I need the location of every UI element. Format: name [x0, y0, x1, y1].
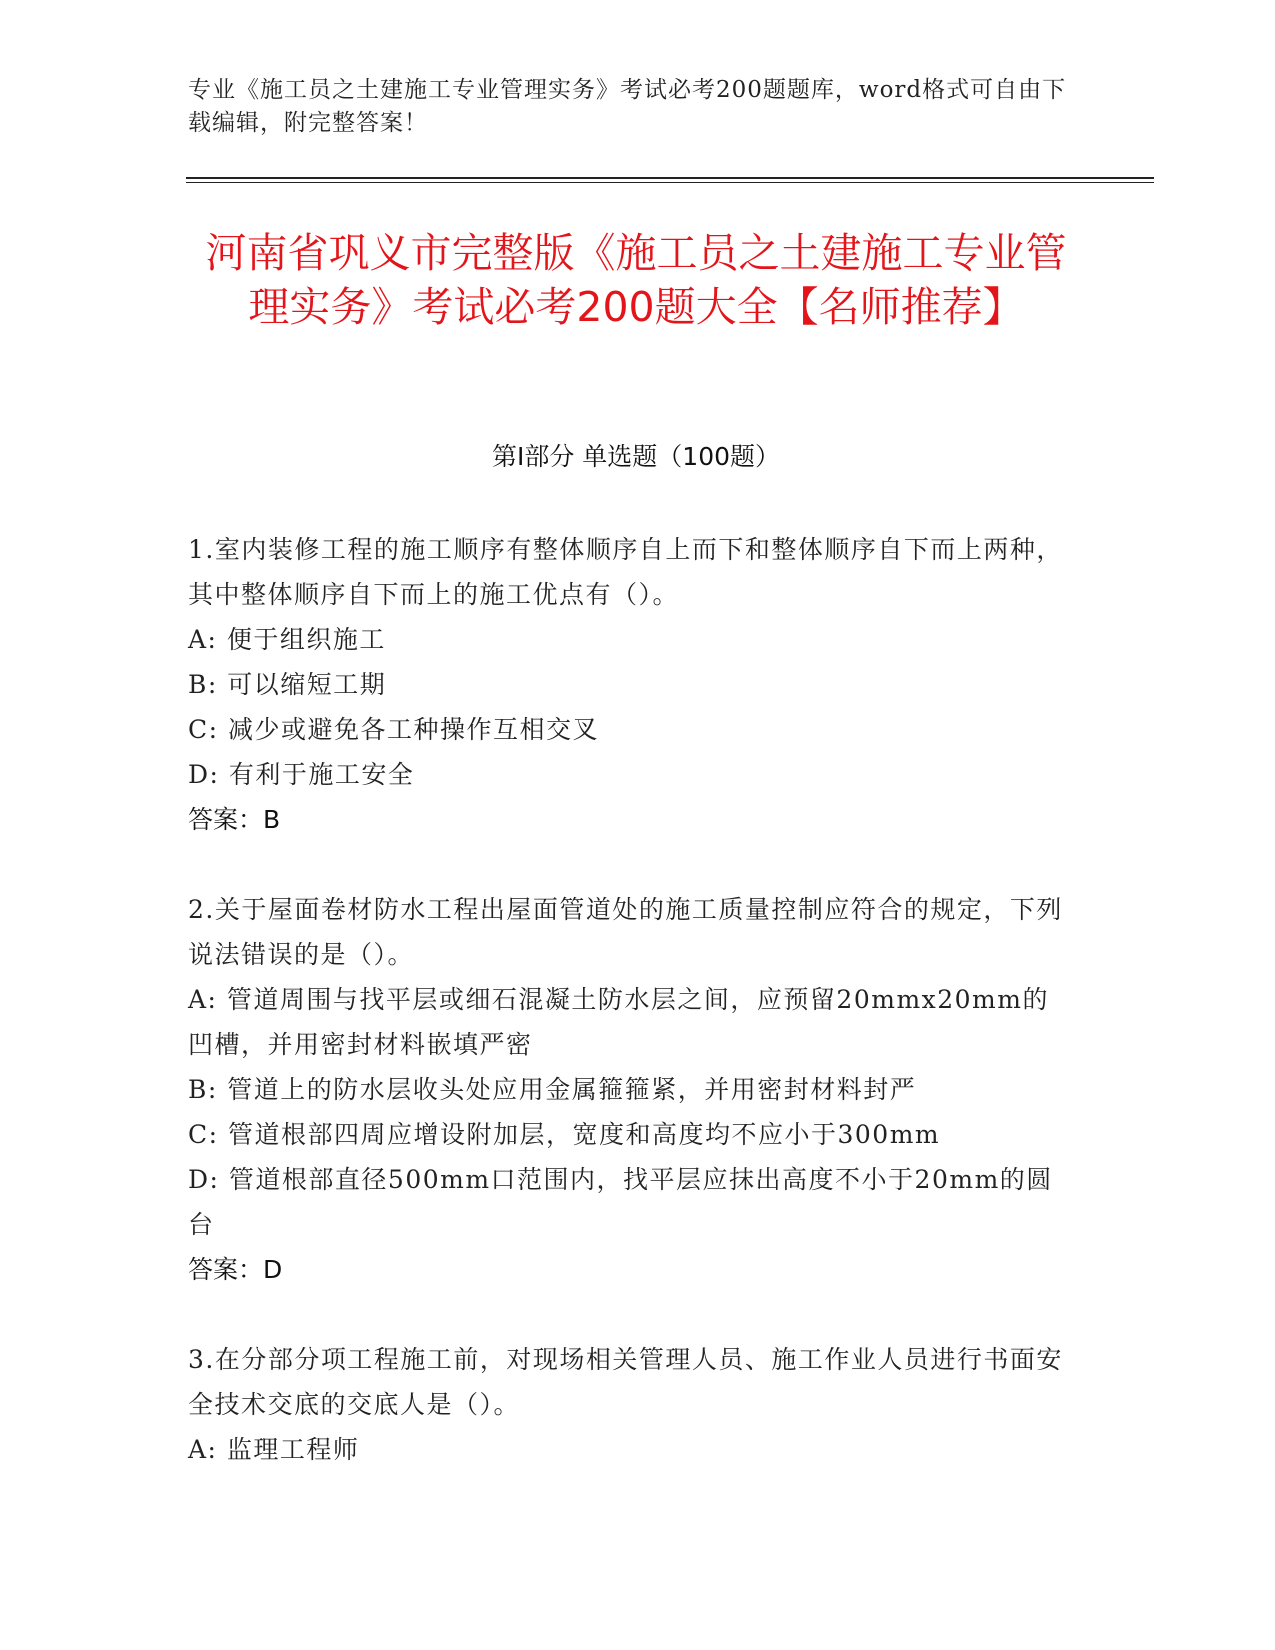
question-1	[188, 527, 1068, 842]
header-note: 专业《施工员之土建施工专业管理实务》考试必考200题题库，word格式可自由下载编辑，附完整答案！	[188, 77, 1067, 136]
document-title: 河南省巩义市完整版《施工员之土建施工专业管理实务》考试必考200题大全【名师推荐】	[205, 229, 1067, 331]
option-c: C: 管道根部四周应增设附加层，宽度和高度均不应小于300mm	[188, 1120, 941, 1149]
option-a: A: 便于组织施工	[188, 625, 386, 654]
option-d: D: 管道根部直径500mm口范围内，找平层应抹出高度不小于20mm的圆台	[188, 1165, 1053, 1239]
header-rule-thin	[186, 182, 1154, 183]
option-a: A: 监理工程师	[188, 1435, 360, 1464]
answer: 答案：B	[188, 805, 281, 834]
option-a: A: 管道周围与找平层或细石混凝土防水层之间，应预留20mmx20mm的凹槽，并用密封材料嵌填严密	[188, 985, 1049, 1059]
question-text: 1.室内装修工程的施工顺序有整体顺序自上而下和整体顺序自下而上两种，其中整体顺序自下而上的施工优点有（）。	[188, 535, 1063, 609]
question-2	[188, 887, 1068, 1292]
answer: 答案：D	[188, 1255, 283, 1284]
option-d: D: 有利于施工安全	[188, 760, 415, 789]
option-c: C: 减少或避免各工种操作互相交叉	[188, 715, 599, 744]
option-b: B: 管道上的防水层收头处应用金属箍箍紧，并用密封材料封严	[188, 1075, 917, 1104]
question-3	[188, 1337, 1068, 1472]
question-text: 2.关于屋面卷材防水工程出屋面管道处的施工质量控制应符合的规定，下列说法错误的是（）。	[188, 895, 1063, 969]
header-rule-thick	[186, 177, 1154, 179]
question-text: 3.在分部分项工程施工前，对现场相关管理人员、施工作业人员进行书面安全技术交底的交底人是（）。	[188, 1345, 1063, 1419]
section-heading: 第Ⅰ部分 单选题（100题）	[491, 442, 781, 471]
option-b: B: 可以缩短工期	[188, 670, 387, 699]
question-list	[188, 527, 1068, 1517]
